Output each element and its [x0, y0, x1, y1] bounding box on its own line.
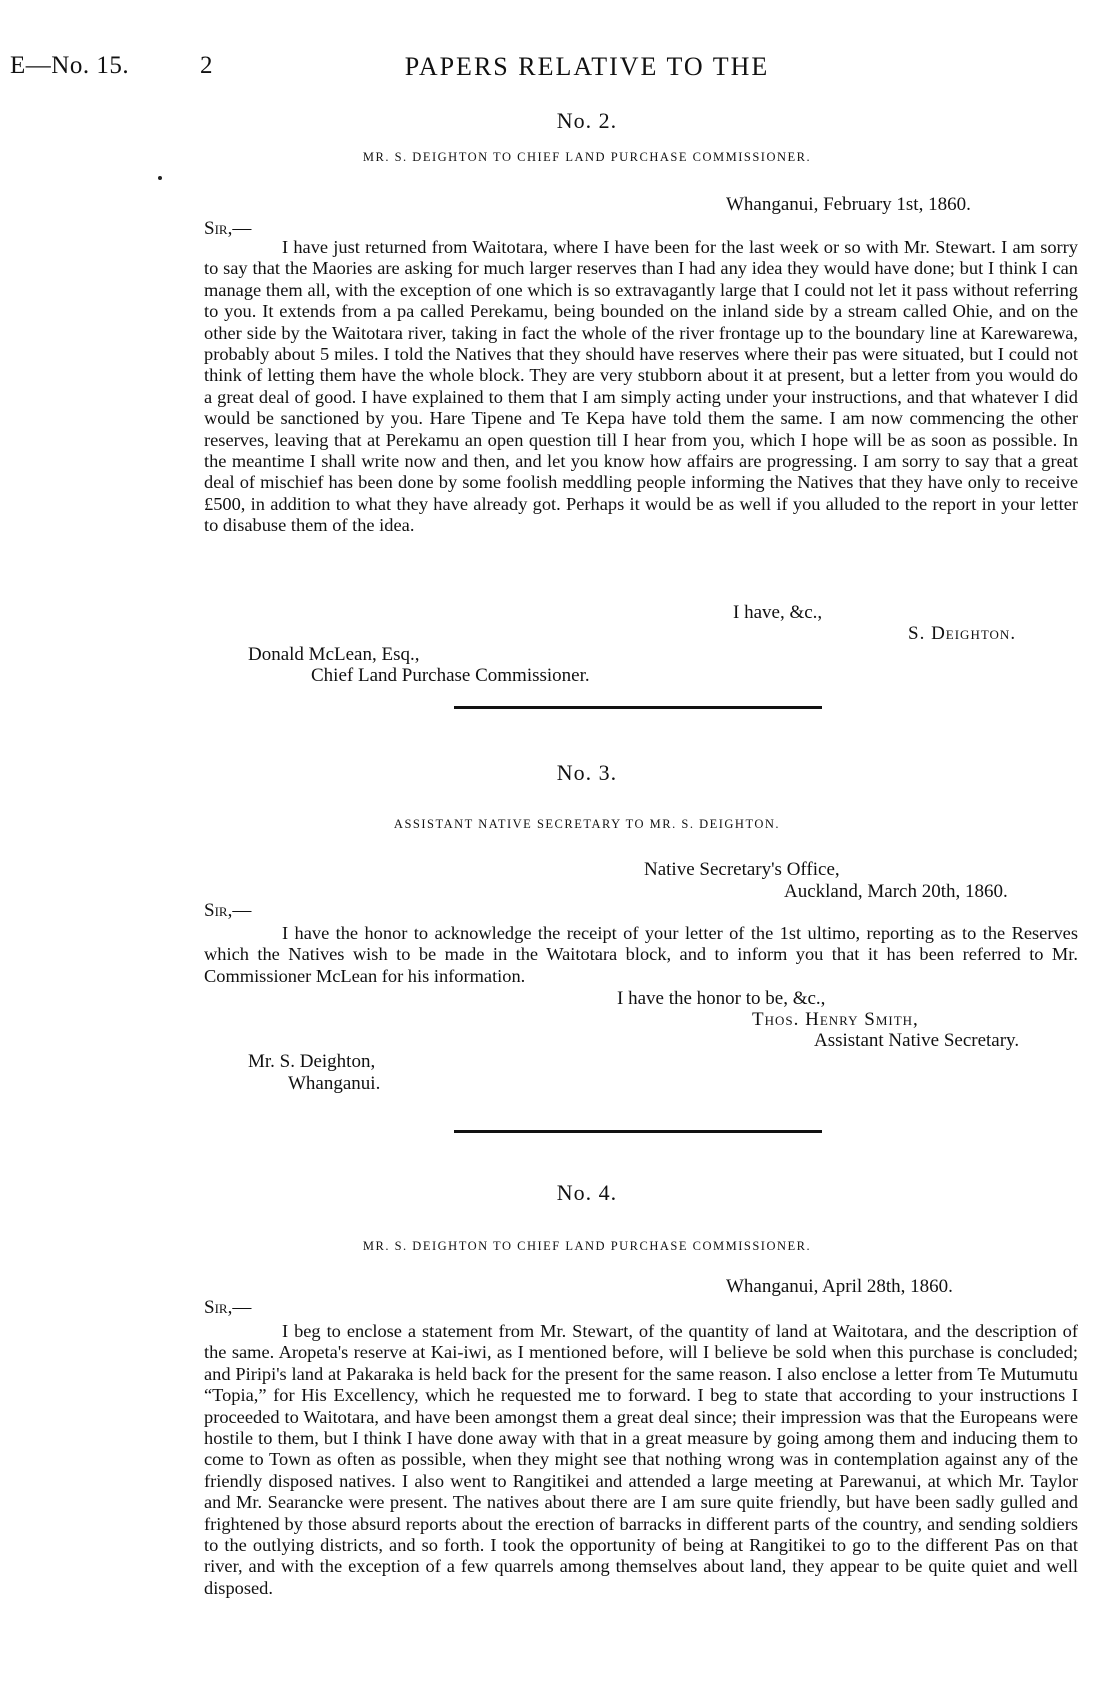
letter-body: I have just returned from Waitotara, where I have been for the last week or so with Mr. Stewart. I am sorry to say that the Maories are asking for much larger reserves than I had any idea they would have done; but I think I can manage them all, with the exception of one which is so extravagantly large that I could not let it pass without referring to you. It extends from a pa called Perekamu, being bounded on the inland side by a stream called Ohie, and on the other side by the Waitotara river, taking in fact the whole of the river frontage up to the boundary line at Karewarewa, probably about 5 miles. I told the Natives that they should have reserves where their pas were situated, but I could not think of letting them have the whole block. They are very stubborn about it at present, but a letter from you would do a great deal of good. I have explained to them that I am simply acting under your instructions, and that whatever I did would be sanctioned by you. Hare Tipene and Te Kepa have told them the same. I am now commencing the other reserves, leaving that at Perekamu an open question till I hear from you, which I hope will be as soon as possible. In the meantime I shall write now and then, and let you know how affairs are progressing. I am sorry to say that a great deal of mischief has been done by some foolish meddling people informing the Natives that they have only to receive £500, in addition to what they have already got. Perhaps it would be as well if you alluded to the report in your letter to disabuse them of the idea.	[204, 237, 1078, 536]
salutation: Sir,—	[204, 218, 252, 239]
letter-caption: ASSISTANT NATIVE SECRETARY TO MR. S. DEIGHTON.	[393, 817, 781, 831]
office-line: Native Secretary's Office,	[644, 859, 840, 880]
paper-reference: E—No. 15.	[10, 52, 130, 79]
print-speck	[158, 176, 162, 180]
letter-number: No. 2.	[556, 108, 618, 133]
closing: I have, &c.,	[733, 602, 823, 623]
letter-number: No. 3.	[556, 760, 618, 785]
signature: Thos. Henry Smith,	[752, 1009, 919, 1030]
closing: I have the honor to be, &c.,	[617, 988, 826, 1009]
addressee-name: Donald McLean, Esq.,	[248, 644, 420, 665]
section-divider	[454, 706, 822, 709]
letter-number: No. 4.	[556, 1180, 618, 1205]
addressee-name: Mr. S. Deighton,	[248, 1051, 376, 1072]
letter-caption: MR. S. DEIGHTON TO CHIEF LAND PURCHASE COMMISSIONER.	[362, 150, 812, 164]
addressee-place: Whanganui.	[288, 1073, 381, 1094]
salutation: Sir,—	[204, 1297, 252, 1318]
running-title: PAPERS RELATIVE TO THE	[404, 52, 770, 81]
letter-body: I have the honor to acknowledge the receipt of your letter of the 1st ultimo, reporting as to the Reserves which the Natives wish to be made in the Waitotara block, and to inform you that it has been referred to Mr. Commissioner McLean for his information.	[204, 923, 1078, 986]
signature: S. Deighton.	[908, 623, 1017, 644]
section-divider	[454, 1130, 822, 1133]
salutation: Sir,—	[204, 900, 252, 921]
letter-body: I beg to enclose a statement from Mr. Stewart, of the quantity of land at Waitotara, and the description of the same. Aropeta's reserve at Kai-iwi, as I mentioned before, will I believe be sold when this purchase is concluded; and Piripi's land at Pakaraka is held back for the present for the same reason. I also enclose a letter from Te Mutumutu “Topia,” for His Excellency, which he requested me to forward. I beg to state that according to your instructions I proceeded to Waitotara, and have been amongst them a great deal since; their impression was that the Europeans were hostile to them, but I think I have done away with that in a great measure by going among them and inducing them to come to Town as often as possible, when they might see that nothing wrong was in contemplation against any of the friendly disposed natives. I also went to Rangitikei and attended a large meeting at Parewanui, at which Mr. Taylor and Mr. Searancke were present. The natives about there are I am sure quite friendly, but have been sadly gulled and frightened by those absurd reports about the erection of barracks in different parts of the country, and sending soldiers to the outlying districts, and so forth. I took the opportunity of being at Rangitikei to go to the different Pas on that river, and with the exception of a few quarrels among themselves about land, they appear to be quite quiet and well disposed.	[204, 1321, 1078, 1598]
page-number: 2	[200, 52, 213, 79]
addressee-title: Chief Land Purchase Commissioner.	[311, 665, 590, 686]
place-date: Auckland, March 20th, 1860.	[784, 881, 1008, 902]
letter-caption: MR. S. DEIGHTON TO CHIEF LAND PURCHASE COMMISSIONER.	[362, 1239, 812, 1253]
place-date: Whanganui, April 28th, 1860.	[726, 1276, 953, 1297]
signature-title: Assistant Native Secretary.	[814, 1030, 1020, 1051]
place-date: Whanganui, February 1st, 1860.	[726, 194, 971, 215]
